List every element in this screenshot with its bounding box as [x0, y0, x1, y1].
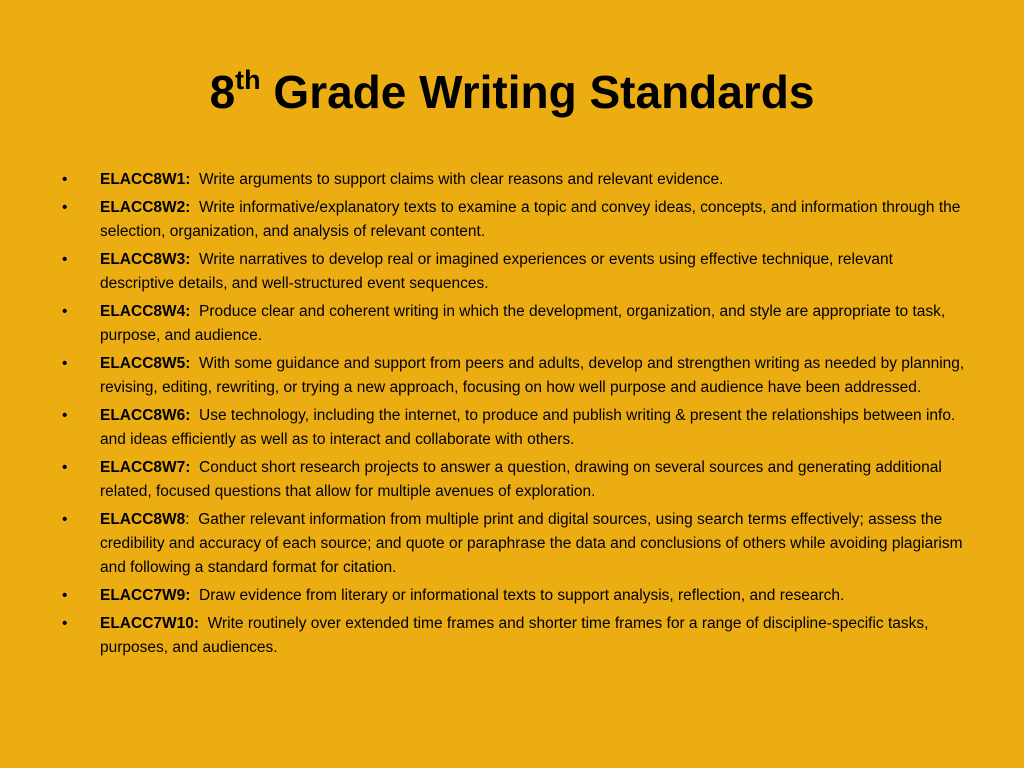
bullet-icon: •: [62, 171, 68, 188]
standard-code: ELACC8W6:: [100, 407, 191, 424]
standard-separator: [190, 459, 199, 476]
title-text: Grade Writing Standards: [260, 66, 815, 118]
bullet-icon: •: [62, 355, 68, 372]
standard-separator: [190, 587, 199, 604]
standard-code: ELACC8W2:: [100, 199, 191, 216]
standard-description: Gather relevant information from multiple print and digital sources, using search terms effectively; assess the credibility and accuracy of each source; and quote or paraphrase the data and conclusions of others while avoiding plagiarism and following a standard format for citation.: [100, 511, 963, 576]
standard-item: [62, 248, 967, 296]
standard-item: [62, 404, 967, 452]
bullet-icon: •: [62, 615, 68, 632]
bullet-icon: •: [62, 251, 68, 268]
title-grade-number: 8: [209, 66, 236, 118]
title-ordinal-suffix: th: [235, 64, 261, 95]
standard-description: Write narratives to develop real or imagined experiences or events using effective technique, relevant descriptive details, and well-structured event sequences.: [100, 251, 893, 292]
standard-separator: [190, 251, 199, 268]
standard-item: [62, 352, 967, 400]
standard-description: With some guidance and support from peers and adults, develop and strengthen writing as needed by planning, revising, editing, rewriting, or trying a new approach, focusing on how well purpose and audience have been addressed.: [100, 355, 965, 396]
standard-description: Produce clear and coherent writing in which the development, organization, and style are appropriate to task, purpose, and audience.: [100, 303, 946, 344]
standard-separator: [190, 199, 199, 216]
standard-separator: [199, 615, 208, 632]
standard-description: Write arguments to support claims with clear reasons and relevant evidence.: [199, 171, 724, 188]
bullet-icon: •: [62, 587, 68, 604]
standard-description: Draw evidence from literary or informational texts to support analysis, reflection, and research.: [199, 587, 845, 604]
standard-separator: [190, 303, 199, 320]
standard-separator: [190, 355, 199, 372]
standard-item: [62, 196, 967, 244]
bullet-icon: •: [62, 303, 68, 320]
standard-code: ELACC8W4:: [100, 303, 191, 320]
standard-code: ELACC7W9:: [100, 587, 191, 604]
standard-code: ELACC8W3:: [100, 251, 191, 268]
standard-item: [62, 584, 967, 608]
standards-list: [62, 168, 967, 664]
standard-description: Conduct short research projects to answer a question, drawing on several sources and generating additional related, focused questions that allow for multiple avenues of exploration.: [100, 459, 942, 500]
standard-description: Write routinely over extended time frames and shorter time frames for a range of discipline-specific tasks, purposes, and audiences.: [100, 615, 929, 656]
standard-item: [62, 508, 967, 580]
bullet-icon: •: [62, 199, 68, 216]
bullet-icon: •: [62, 459, 68, 476]
standard-separator: [190, 171, 199, 188]
standard-item: [62, 300, 967, 348]
standard-description: Write informative/explanatory texts to examine a topic and convey ideas, concepts, and information through the selection, organization, and analysis of relevant content.: [100, 199, 961, 240]
standard-item: [62, 456, 967, 504]
standard-code: ELACC8W1:: [100, 171, 191, 188]
standard-item: [62, 612, 967, 660]
standard-description: Use technology, including the internet, to produce and publish writing & present the relationships between info. and ideas efficiently as well as to interact and collaborate with others.: [100, 407, 956, 448]
standard-code: ELACC8W8: [100, 511, 186, 528]
slide-title: [0, 62, 1024, 122]
standard-item: [62, 168, 967, 192]
bullet-icon: •: [62, 407, 68, 424]
bullet-icon: •: [62, 511, 68, 528]
standard-separator: [190, 407, 199, 424]
standard-code: ELACC8W5:: [100, 355, 191, 372]
standard-separator: :: [185, 511, 199, 528]
standard-code: ELACC7W10:: [100, 615, 200, 632]
standard-code: ELACC8W7:: [100, 459, 191, 476]
